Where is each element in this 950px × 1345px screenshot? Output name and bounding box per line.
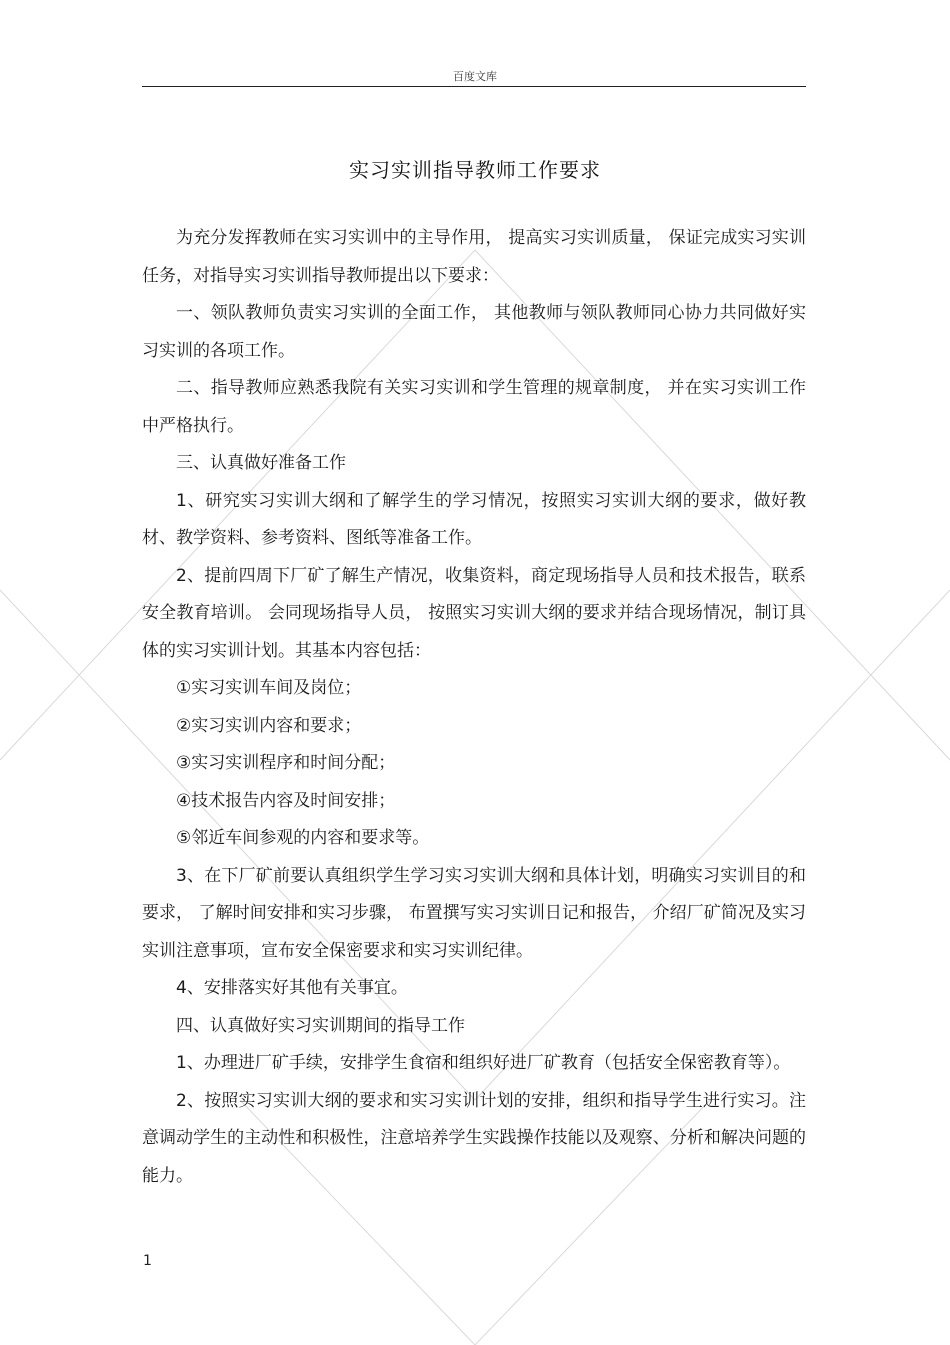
paragraph: 1、办理进厂矿手续，安排学生食宿和组织好进厂矿教育（包括安全保密教育等）。: [176, 1053, 791, 1073]
list-item: ①实习实训车间及岗位；: [176, 678, 362, 698]
paragraph: 一、领队教师负责实习实训的全面工作， 其他教师与领队教师同心协力共同做好实习实训的各项工作。: [142, 303, 806, 361]
list-item: ⑤邻近车间参观的内容和要求等。: [176, 828, 430, 848]
document-header: 百度文库: [453, 70, 497, 83]
paragraph: 2、按照实习实训大纲的要求和实习实训计划的安排，组织和指导学生进行实习。注意调动学生的主动性和积极性，注意培养学生实践操作技能以及观察、分析和解决问题的能力。: [142, 1090, 806, 1186]
page-number: 1: [143, 1253, 152, 1269]
paragraph: 2、提前四周下厂矿了解生产情况，收集资料，商定现场指导人员和技术报告，联系安全教育培训。 会同现场指导人员， 按照实习实训大纲的要求并结合现场情况，制订具体的实习实训计划。其基本内容包括：: [142, 565, 806, 661]
list-item: ③实习实训程序和时间分配；: [176, 753, 396, 773]
document-title: 实习实训指导教师工作要求: [349, 158, 601, 182]
paragraph: 为充分发挥教师在实习实训中的主导作用， 提高实习实训质量， 保证完成实习实训任务，对指导实习实训指导教师提出以下要求：: [142, 228, 806, 286]
list-item: ②实习实训内容和要求；: [176, 715, 362, 736]
header-divider: [142, 86, 806, 87]
paragraph: 二、指导教师应熟悉我院有关实习实训和学生管理的规章制度， 并在实习实训工作中严格执行。: [142, 378, 806, 436]
paragraph: 3、在下厂矿前要认真组织学生学习实习实训大纲和具体计划，明确实习实训目的和要求， 了解时间安排和实习步骤， 布置撰写实习实训日记和报告， 介绍厂矿简况及实习实训注意事项，宣布安全保密要求和实习实训纪律。: [142, 865, 806, 961]
section-heading: 四、认真做好实习实训期间的指导工作: [176, 1015, 465, 1036]
paragraph: 4、安排落实好其他有关事宜。: [176, 978, 408, 998]
list-item: ④技术报告内容及时间安排；: [176, 790, 396, 811]
document-body: [142, 220, 806, 1195]
paragraph: 1、研究实习实训大纲和了解学生的学习情况，按照实习实训大纲的要求，做好教材、教学资料、参考资料、图纸等准备工作。: [142, 490, 806, 548]
section-heading: 三、认真做好准备工作: [176, 453, 346, 473]
